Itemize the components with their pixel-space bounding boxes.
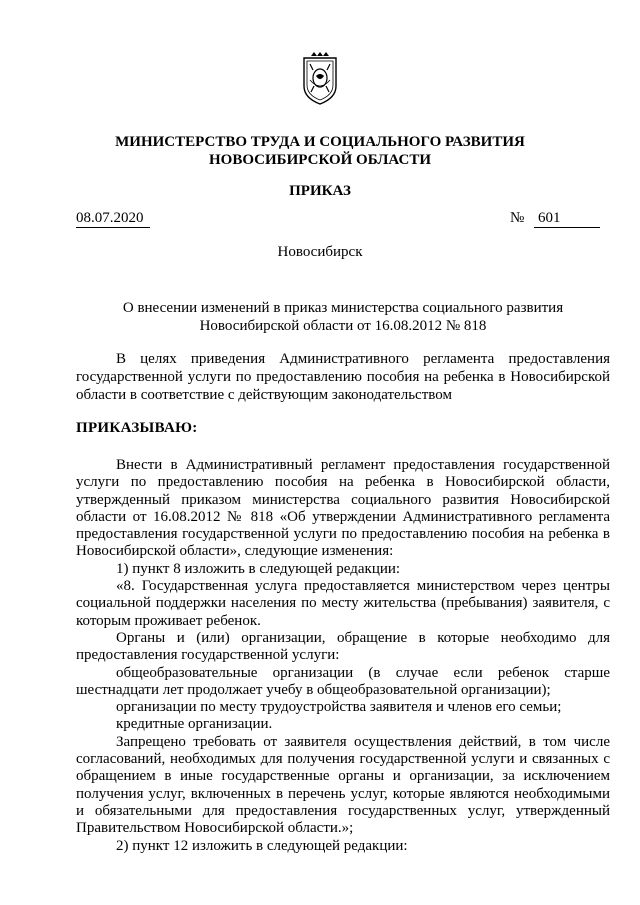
number-sign: №	[510, 210, 525, 226]
ministry-line-1: МИНИСТЕРСТВО ТРУДА И СОЦИАЛЬНОГО РАЗВИТИЯ	[115, 134, 525, 150]
ministry-name	[0, 133, 640, 169]
paragraph: Органы и (или) организации, обращение в которые необходимо для предоставления государственной услуги:	[76, 629, 610, 664]
paragraph: «8. Государственная услуга предоставляется министерством через центры социальной поддержки населения по месту жительства (пребывания) заявителя, с которым проживает ребенок.	[76, 578, 610, 629]
subject-line-2: Новосибирской области от 16.08.2012 № 818	[199, 318, 487, 334]
decree-heading: ПРИКАЗЫВАЮ:	[76, 420, 198, 436]
paragraph: 1) пункт 8 изложить в следующей редакции:	[116, 560, 401, 577]
preamble: В целях приведения Административного регламента предоставления государственной услуги по предоставлению пособия на ребенка в Новосибирской области в соответствие с действующим законодательством	[76, 351, 610, 403]
paragraph: Запрещено требовать от заявителя осуществления действий, в том числе согласований, необходимых для получения государственной услуги и связанных с обращением в иные государственные органы и организации, за исключением получения услуг, включенных в перечень услуг, которые являются необходимыми и обязательными для предоставления государственных услуг, утвержденный Правительством Новосибирской области.»;	[76, 733, 610, 837]
ministry-line-2: НОВОСИБИРСКОЙ ОБЛАСТИ	[208, 152, 432, 168]
order-body	[76, 457, 610, 855]
order-date: 08.07.2020	[76, 209, 150, 228]
order-subject	[76, 299, 610, 335]
paragraph: кредитные организации.	[116, 716, 273, 733]
order-number: 601	[534, 209, 600, 228]
coat-of-arms-icon	[300, 52, 340, 106]
paragraph: 2) пункт 12 изложить в следующей редакции:	[116, 837, 408, 854]
document-type: ПРИКАЗ	[289, 183, 351, 199]
paragraph: Внести в Административный регламент предоставления государственной услуги по предоставлению пособия на ребенка в Новосибирской области, утвержденный приказом министерства социального развития Новосибирской области от 16.08.2012 № 818 «Об утверждении Административного регламента предоставления государственной услуги по предоставлению пособия на ребенка в Новосибирской области», следующие изменения:	[76, 457, 610, 560]
subject-line-1: О внесении изменений в приказ министерства социального развития	[122, 300, 564, 316]
paragraph: организации по месту трудоустройства заявителя и членов его семьи;	[116, 699, 562, 716]
paragraph: общеобразовательные организации (в случае если ребенок старше шестнадцати лет продолжает учебу в общеобразовательной организации);	[76, 664, 610, 698]
city: Новосибирск	[277, 244, 363, 260]
